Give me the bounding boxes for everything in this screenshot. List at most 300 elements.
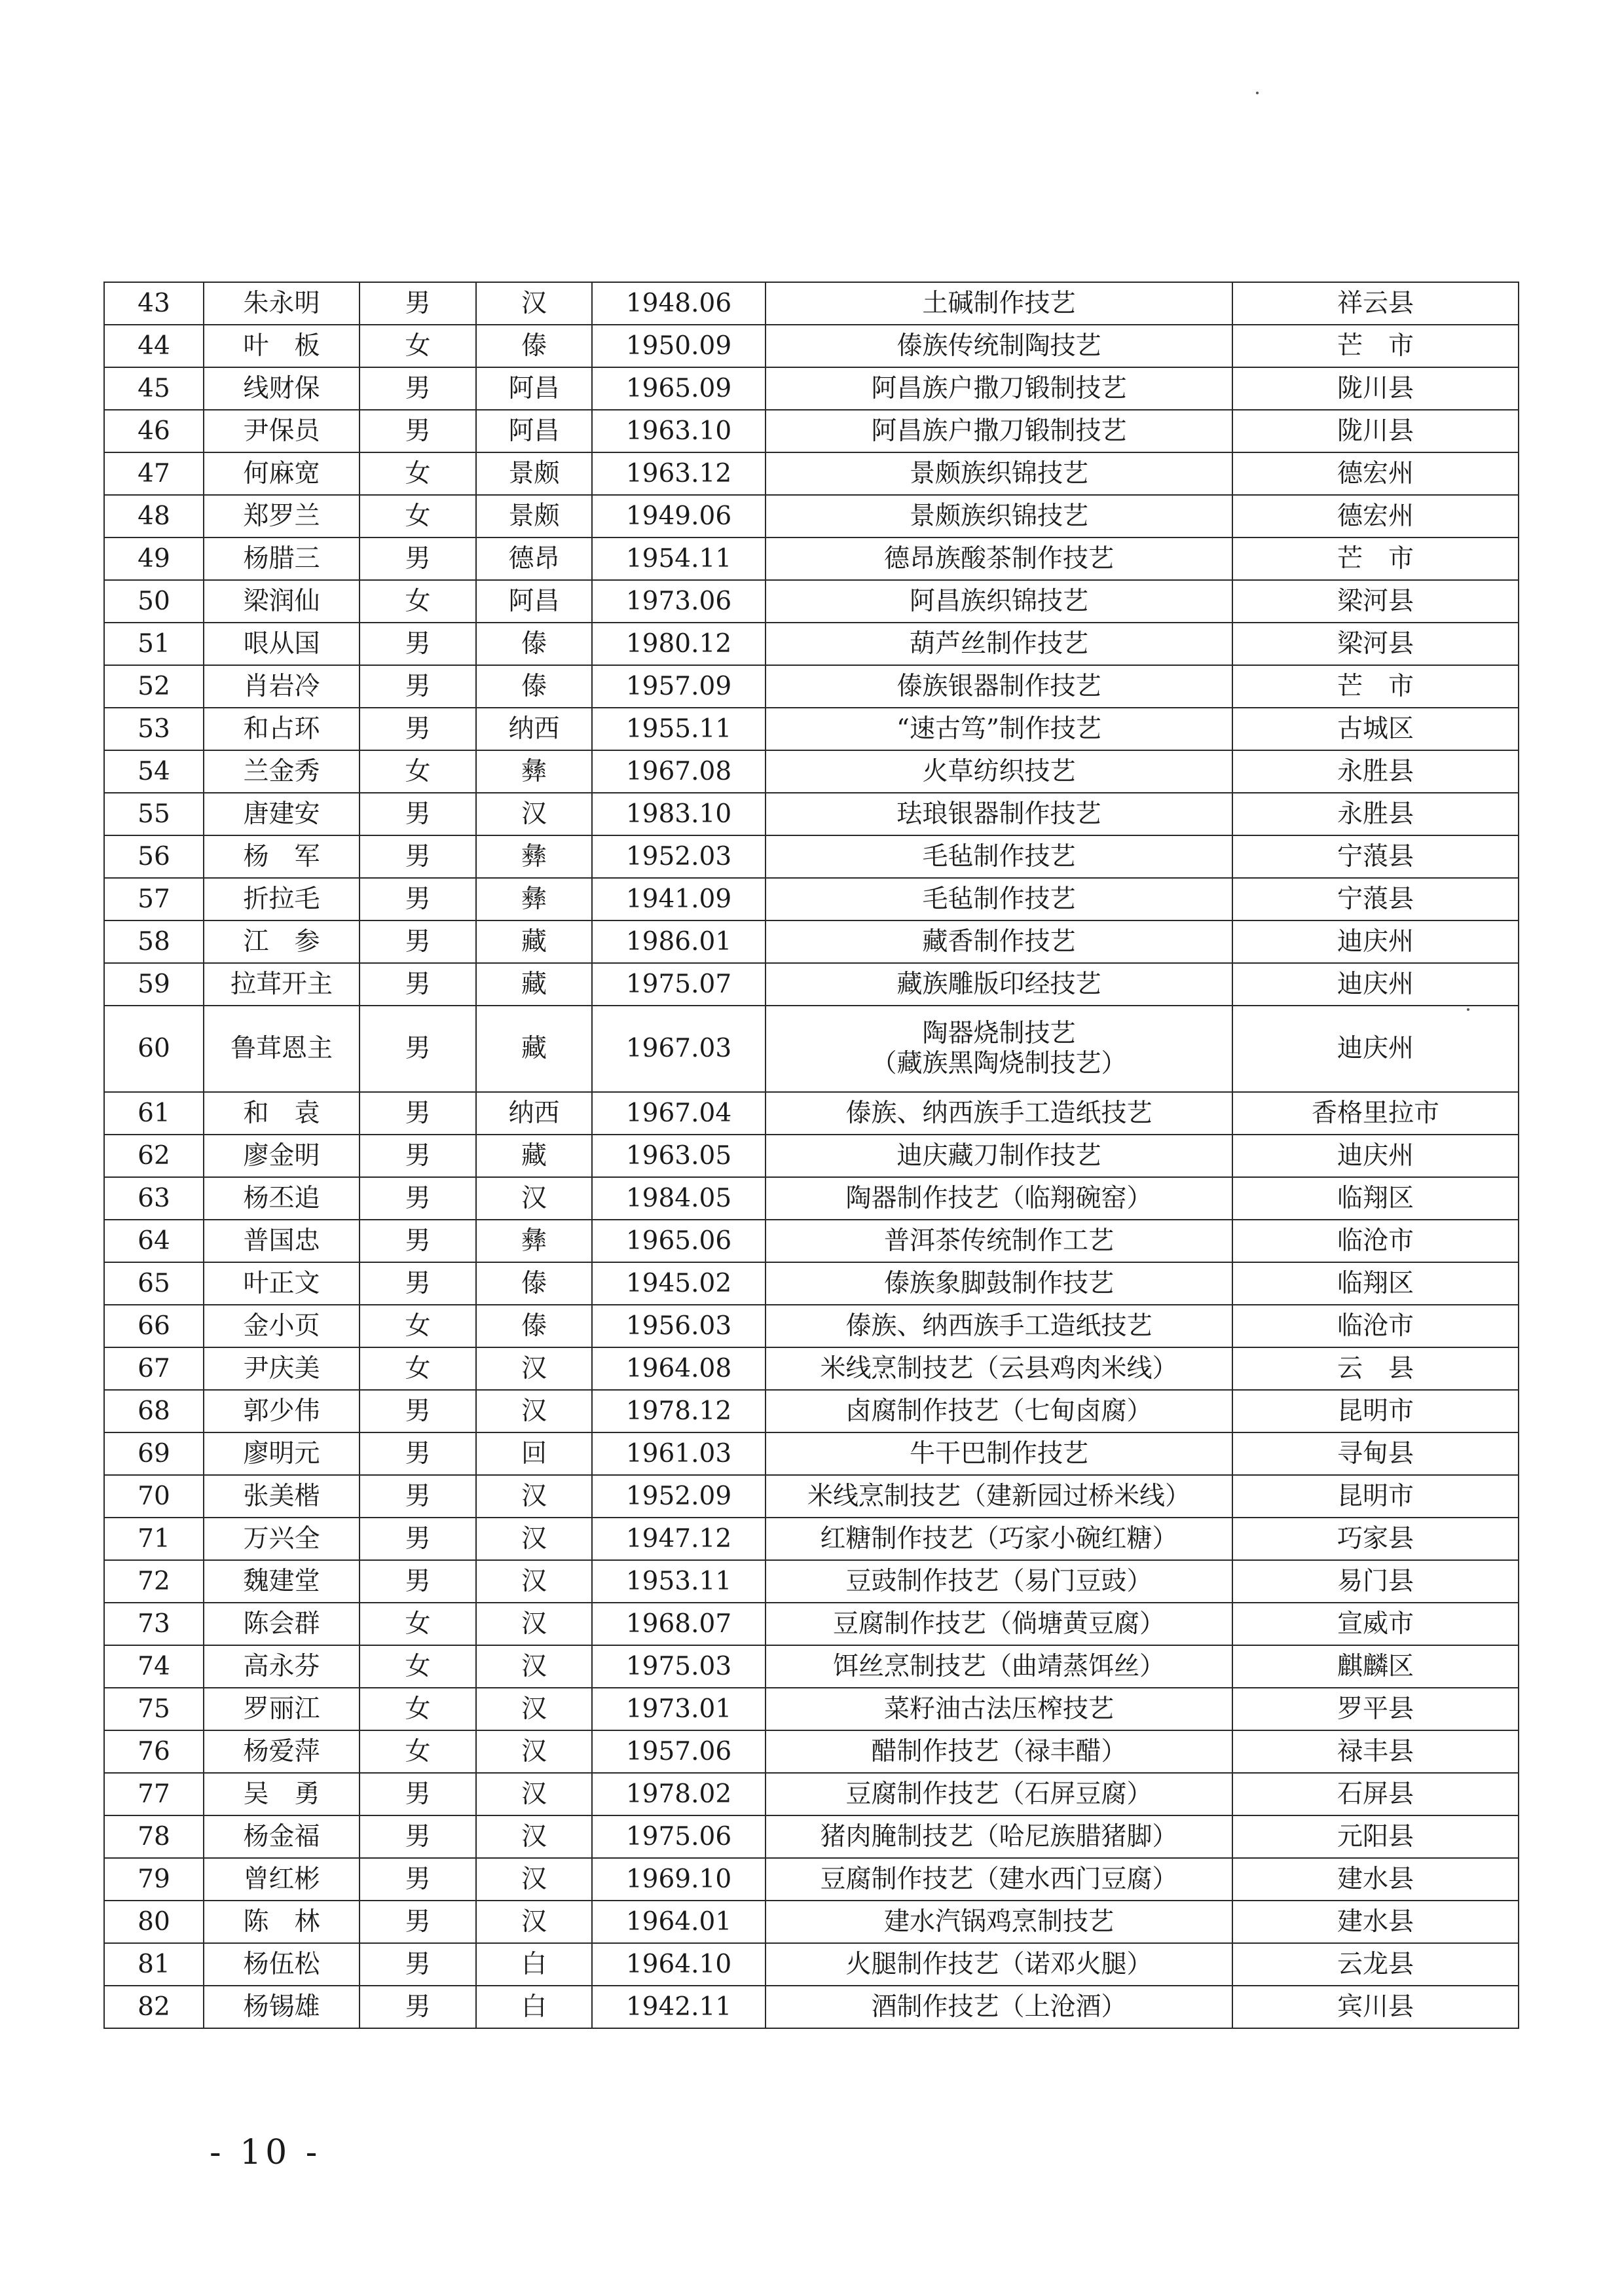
birth-date-cell: 1963.12	[592, 452, 766, 495]
craft-cell	[766, 1390, 1232, 1432]
table-row	[104, 1560, 1519, 1603]
craft-cell	[766, 835, 1232, 878]
craft-line: “速古笃”制作技艺	[896, 714, 1101, 744]
region-cell: 临翔区	[1232, 1262, 1519, 1305]
gender-cell: 男	[360, 1220, 476, 1262]
birth-date-cell: 1984.05	[592, 1177, 766, 1220]
craft-line: 猪肉腌制技艺（哈尼族腊猪脚）	[820, 1821, 1178, 1851]
birth-date-cell: 1942.11	[592, 1986, 766, 2028]
craft-cell	[766, 750, 1232, 793]
region-cell: 芒 市	[1232, 538, 1519, 580]
ethnicity-cell: 汉	[476, 282, 592, 325]
birth-date-cell: 1965.09	[592, 367, 766, 410]
region-cell: 古城区	[1232, 708, 1519, 750]
region-cell: 祥云县	[1232, 282, 1519, 325]
row-number-cell: 70	[104, 1475, 204, 1518]
table-row	[104, 793, 1519, 835]
region-cell: 迪庆州	[1232, 1135, 1519, 1177]
row-number-cell: 74	[104, 1645, 204, 1688]
row-number-cell: 61	[104, 1092, 204, 1135]
craft-cell	[766, 708, 1232, 750]
region-cell: 易门县	[1232, 1560, 1519, 1603]
table-row	[104, 1773, 1519, 1815]
gender-cell: 女	[360, 1347, 476, 1390]
craft-cell	[766, 623, 1232, 665]
gender-cell: 男	[360, 1560, 476, 1603]
ethnicity-cell: 德昂	[476, 538, 592, 580]
craft-line: 傣族银器制作技艺	[896, 671, 1101, 701]
table-row	[104, 1092, 1519, 1135]
name-cell: 廖金明	[204, 1135, 360, 1177]
region-cell: 建水县	[1232, 1858, 1519, 1901]
craft-line: 普洱茶传统制作工艺	[883, 1226, 1114, 1256]
craft-cell	[766, 1773, 1232, 1815]
craft-cell	[766, 1262, 1232, 1305]
birth-date-cell: 1963.05	[592, 1135, 766, 1177]
gender-cell: 男	[360, 367, 476, 410]
craft-line: 豆腐制作技艺（建水西门豆腐）	[820, 1864, 1178, 1894]
region-cell: 德宏州	[1232, 452, 1519, 495]
craft-line: 藏族雕版印经技艺	[896, 969, 1101, 999]
ethnicity-cell: 汉	[476, 1645, 592, 1688]
birth-date-cell: 1954.11	[592, 538, 766, 580]
region-cell: 迪庆州	[1232, 963, 1519, 1006]
craft-line: 土碱制作技艺	[922, 288, 1076, 318]
table-row	[104, 495, 1519, 538]
region-cell: 宣威市	[1232, 1603, 1519, 1645]
table-row	[104, 920, 1519, 963]
table-row	[104, 878, 1519, 920]
craft-cell	[766, 1645, 1232, 1688]
name-cell: 郭少伟	[204, 1390, 360, 1432]
craft-cell	[766, 1986, 1232, 2028]
row-number-cell: 65	[104, 1262, 204, 1305]
gender-cell: 男	[360, 1006, 476, 1092]
craft-cell	[766, 538, 1232, 580]
craft-cell	[766, 495, 1232, 538]
name-cell: 线财保	[204, 367, 360, 410]
table-row	[104, 1943, 1519, 1986]
table-row	[104, 623, 1519, 665]
craft-line: 火草纺织技艺	[922, 756, 1076, 786]
craft-cell	[766, 1603, 1232, 1645]
craft-cell	[766, 1688, 1232, 1730]
row-number-cell: 67	[104, 1347, 204, 1390]
ethnicity-cell: 彝	[476, 878, 592, 920]
table-row	[104, 1815, 1519, 1858]
name-cell: 叶正文	[204, 1262, 360, 1305]
name-cell: 尹庆美	[204, 1347, 360, 1390]
row-number-cell: 45	[104, 367, 204, 410]
row-number-cell: 81	[104, 1943, 204, 1986]
table-row	[104, 1262, 1519, 1305]
birth-date-cell: 1973.01	[592, 1688, 766, 1730]
row-number-cell: 72	[104, 1560, 204, 1603]
ethnicity-cell: 回	[476, 1432, 592, 1475]
gender-cell: 男	[360, 538, 476, 580]
row-number-cell: 64	[104, 1220, 204, 1262]
craft-line: 饵丝烹制技艺（曲靖蒸饵丝）	[832, 1651, 1165, 1681]
name-cell: 杨金福	[204, 1815, 360, 1858]
craft-line: 牛干巴制作技艺	[909, 1438, 1088, 1468]
craft-cell	[766, 452, 1232, 495]
craft-cell	[766, 1432, 1232, 1475]
ethnicity-cell: 彝	[476, 750, 592, 793]
craft-cell	[766, 963, 1232, 1006]
craft-line: 火腿制作技艺（诺邓火腿）	[845, 1949, 1153, 1979]
craft-line: 毛毡制作技艺	[922, 841, 1076, 871]
craft-line: 迪庆藏刀制作技艺	[896, 1140, 1101, 1171]
birth-date-cell: 1947.12	[592, 1518, 766, 1560]
name-cell: 肖岩冷	[204, 665, 360, 708]
row-number-cell: 62	[104, 1135, 204, 1177]
ethnicity-cell: 汉	[476, 1815, 592, 1858]
ethnicity-cell: 傣	[476, 325, 592, 367]
name-cell: 叶 板	[204, 325, 360, 367]
gender-cell: 男	[360, 1390, 476, 1432]
row-number-cell: 77	[104, 1773, 204, 1815]
craft-cell	[766, 665, 1232, 708]
name-cell: 吴 勇	[204, 1773, 360, 1815]
gender-cell: 男	[360, 410, 476, 452]
ethnicity-cell: 汉	[476, 1560, 592, 1603]
ethnicity-cell: 汉	[476, 1518, 592, 1560]
table-row	[104, 1518, 1519, 1560]
craft-line: 豆腐制作技艺（石屏豆腐）	[845, 1779, 1153, 1809]
ethnicity-cell: 纳西	[476, 708, 592, 750]
ethnicity-cell: 汉	[476, 1177, 592, 1220]
region-cell: 迪庆州	[1232, 1006, 1519, 1092]
gender-cell: 男	[360, 1518, 476, 1560]
gender-cell: 男	[360, 1475, 476, 1518]
name-cell: 杨丕追	[204, 1177, 360, 1220]
region-cell: 罗平县	[1232, 1688, 1519, 1730]
table-row	[104, 1986, 1519, 2028]
row-number-cell: 79	[104, 1858, 204, 1901]
gender-cell: 男	[360, 1177, 476, 1220]
gender-cell: 男	[360, 1135, 476, 1177]
region-cell: 德宏州	[1232, 495, 1519, 538]
craft-line: 陶器制作技艺（临翔碗窑）	[845, 1183, 1153, 1213]
region-cell: 宁蒗县	[1232, 878, 1519, 920]
table-row	[104, 750, 1519, 793]
gender-cell: 男	[360, 282, 476, 325]
row-number-cell: 54	[104, 750, 204, 793]
table-row	[104, 1305, 1519, 1347]
ethnicity-cell: 傣	[476, 665, 592, 708]
ethnicity-cell: 纳西	[476, 1092, 592, 1135]
gender-cell: 男	[360, 1901, 476, 1943]
name-cell: 万兴全	[204, 1518, 360, 1560]
region-cell: 临翔区	[1232, 1177, 1519, 1220]
table-row	[104, 1390, 1519, 1432]
craft-cell	[766, 410, 1232, 452]
birth-date-cell: 1941.09	[592, 878, 766, 920]
birth-date-cell: 1950.09	[592, 325, 766, 367]
craft-line: 葫芦丝制作技艺	[909, 629, 1088, 659]
birth-date-cell: 1968.07	[592, 1603, 766, 1645]
name-cell: 杨 军	[204, 835, 360, 878]
table-row	[104, 1347, 1519, 1390]
craft-line: 阿昌族织锦技艺	[909, 586, 1088, 616]
ethnicity-cell: 藏	[476, 963, 592, 1006]
row-number-cell: 58	[104, 920, 204, 963]
gender-cell: 男	[360, 1092, 476, 1135]
region-cell: 石屏县	[1232, 1773, 1519, 1815]
craft-line: 藏香制作技艺	[922, 926, 1076, 957]
name-cell: 唐建安	[204, 793, 360, 835]
birth-date-cell: 1975.03	[592, 1645, 766, 1688]
craft-line: 豆豉制作技艺（易门豆豉）	[845, 1566, 1153, 1596]
name-cell: 和占环	[204, 708, 360, 750]
birth-date-cell: 1948.06	[592, 282, 766, 325]
craft-line: 德昂族酸茶制作技艺	[883, 543, 1114, 574]
region-cell: 陇川县	[1232, 410, 1519, 452]
birth-date-cell: 1953.11	[592, 1560, 766, 1603]
craft-line: 豆腐制作技艺（倘塘黄豆腐）	[832, 1609, 1165, 1639]
gender-cell: 男	[360, 1432, 476, 1475]
craft-cell	[766, 1858, 1232, 1901]
name-cell: 兰金秀	[204, 750, 360, 793]
birth-date-cell: 1964.01	[592, 1901, 766, 1943]
gender-cell: 女	[360, 1305, 476, 1347]
row-number-cell: 53	[104, 708, 204, 750]
row-number-cell: 63	[104, 1177, 204, 1220]
region-cell: 临沧市	[1232, 1220, 1519, 1262]
region-cell: 巧家县	[1232, 1518, 1519, 1560]
ethnicity-cell: 景颇	[476, 495, 592, 538]
gender-cell: 男	[360, 708, 476, 750]
ethnicity-cell: 阿昌	[476, 367, 592, 410]
craft-cell	[766, 367, 1232, 410]
name-cell: 梁润仙	[204, 580, 360, 623]
table-row	[104, 282, 1519, 325]
table-row	[104, 1858, 1519, 1901]
row-number-cell: 80	[104, 1901, 204, 1943]
birth-date-cell: 1967.03	[592, 1006, 766, 1092]
ethnicity-cell: 白	[476, 1986, 592, 2028]
craft-cell	[766, 1730, 1232, 1773]
craft-cell	[766, 1305, 1232, 1347]
ethnicity-cell: 藏	[476, 920, 592, 963]
birth-date-cell: 1983.10	[592, 793, 766, 835]
name-cell: 郑罗兰	[204, 495, 360, 538]
region-cell: 寻甸县	[1232, 1432, 1519, 1475]
gender-cell: 女	[360, 1603, 476, 1645]
gender-cell: 男	[360, 878, 476, 920]
row-number-cell: 82	[104, 1986, 204, 2028]
craft-cell	[766, 1815, 1232, 1858]
craft-line: 景颇族织锦技艺	[909, 458, 1088, 488]
ethnicity-cell: 傣	[476, 1262, 592, 1305]
craft-cell	[766, 1347, 1232, 1390]
name-cell: 拉茸开主	[204, 963, 360, 1006]
row-number-cell: 68	[104, 1390, 204, 1432]
birth-date-cell: 1967.04	[592, 1092, 766, 1135]
name-cell: 鲁茸恩主	[204, 1006, 360, 1092]
gender-cell: 男	[360, 963, 476, 1006]
table-row	[104, 452, 1519, 495]
table-row	[104, 1006, 1519, 1092]
gender-cell: 男	[360, 835, 476, 878]
table-body	[104, 282, 1519, 2028]
table-row	[104, 325, 1519, 367]
row-number-cell: 60	[104, 1006, 204, 1092]
name-cell: 江 参	[204, 920, 360, 963]
scan-speck	[1256, 92, 1259, 94]
row-number-cell: 76	[104, 1730, 204, 1773]
gender-cell: 男	[360, 1986, 476, 2028]
craft-line: 傣族、纳西族手工造纸技艺	[845, 1098, 1153, 1128]
name-cell: 折拉毛	[204, 878, 360, 920]
name-cell: 高永芬	[204, 1645, 360, 1688]
craft-cell	[766, 1135, 1232, 1177]
ethnicity-cell: 汉	[476, 1901, 592, 1943]
craft-line: 米线烹制技艺（建新园过桥米线）	[807, 1481, 1190, 1511]
row-number-cell: 50	[104, 580, 204, 623]
gender-cell: 女	[360, 1730, 476, 1773]
craft-cell	[766, 1092, 1232, 1135]
name-cell: 廖明元	[204, 1432, 360, 1475]
craft-line: 傣族、纳西族手工造纸技艺	[845, 1311, 1153, 1341]
table-row	[104, 1220, 1519, 1262]
row-number-cell: 78	[104, 1815, 204, 1858]
inheritor-table	[103, 282, 1519, 2029]
gender-cell: 男	[360, 1858, 476, 1901]
table-row	[104, 1135, 1519, 1177]
craft-cell	[766, 1560, 1232, 1603]
gender-cell: 男	[360, 1815, 476, 1858]
row-number-cell: 56	[104, 835, 204, 878]
row-number-cell: 73	[104, 1603, 204, 1645]
birth-date-cell: 1975.07	[592, 963, 766, 1006]
name-cell: 尹保员	[204, 410, 360, 452]
name-cell: 陈 林	[204, 1901, 360, 1943]
craft-cell	[766, 878, 1232, 920]
ethnicity-cell: 藏	[476, 1135, 592, 1177]
row-number-cell: 59	[104, 963, 204, 1006]
birth-date-cell: 1978.02	[592, 1773, 766, 1815]
gender-cell: 女	[360, 1645, 476, 1688]
gender-cell: 女	[360, 495, 476, 538]
region-cell: 梁河县	[1232, 580, 1519, 623]
name-cell: 杨爱萍	[204, 1730, 360, 1773]
name-cell: 罗丽江	[204, 1688, 360, 1730]
row-number-cell: 75	[104, 1688, 204, 1730]
craft-cell	[766, 793, 1232, 835]
craft-line: 傣族象脚鼓制作技艺	[883, 1268, 1114, 1298]
craft-line: 阿昌族户撒刀锻制技艺	[871, 373, 1127, 403]
birth-date-cell: 1952.09	[592, 1475, 766, 1518]
row-number-cell: 66	[104, 1305, 204, 1347]
row-number-cell: 43	[104, 282, 204, 325]
region-cell: 建水县	[1232, 1901, 1519, 1943]
table-row	[104, 1603, 1519, 1645]
craft-line: 红糖制作技艺（巧家小碗红糖）	[820, 1523, 1178, 1554]
ethnicity-cell: 汉	[476, 1390, 592, 1432]
birth-date-cell: 1952.03	[592, 835, 766, 878]
name-cell: 普国忠	[204, 1220, 360, 1262]
craft-cell	[766, 1518, 1232, 1560]
gender-cell: 女	[360, 452, 476, 495]
ethnicity-cell: 彝	[476, 1220, 592, 1262]
craft-line: 米线烹制技艺（云县鸡肉米线）	[820, 1353, 1178, 1383]
row-number-cell: 52	[104, 665, 204, 708]
ethnicity-cell: 白	[476, 1943, 592, 1986]
region-cell: 宁蒗县	[1232, 835, 1519, 878]
craft-cell	[766, 1901, 1232, 1943]
region-cell: 梁河县	[1232, 623, 1519, 665]
craft-cell	[766, 1475, 1232, 1518]
birth-date-cell: 1986.01	[592, 920, 766, 963]
region-cell: 永胜县	[1232, 750, 1519, 793]
gender-cell: 男	[360, 1943, 476, 1986]
gender-cell: 男	[360, 1773, 476, 1815]
gender-cell: 男	[360, 920, 476, 963]
table-row	[104, 1901, 1519, 1943]
birth-date-cell: 1969.10	[592, 1858, 766, 1901]
row-number-cell: 69	[104, 1432, 204, 1475]
table-row	[104, 708, 1519, 750]
region-cell: 香格里拉市	[1232, 1092, 1519, 1135]
ethnicity-cell: 汉	[476, 1773, 592, 1815]
table-row	[104, 1177, 1519, 1220]
birth-date-cell: 1963.10	[592, 410, 766, 452]
row-number-cell: 51	[104, 623, 204, 665]
region-cell: 昆明市	[1232, 1390, 1519, 1432]
name-cell: 哏从国	[204, 623, 360, 665]
ethnicity-cell: 傣	[476, 623, 592, 665]
table-row	[104, 963, 1519, 1006]
row-number-cell: 46	[104, 410, 204, 452]
birth-date-cell: 1964.10	[592, 1943, 766, 1986]
birth-date-cell: 1957.06	[592, 1730, 766, 1773]
craft-line: 醋制作技艺（禄丰醋）	[871, 1736, 1127, 1766]
craft-cell	[766, 1943, 1232, 1986]
table-row	[104, 1688, 1519, 1730]
ethnicity-cell: 傣	[476, 1305, 592, 1347]
gender-cell: 男	[360, 1262, 476, 1305]
birth-date-cell: 1975.06	[592, 1815, 766, 1858]
region-cell: 昆明市	[1232, 1475, 1519, 1518]
birth-date-cell: 1945.02	[592, 1262, 766, 1305]
craft-line: 酒制作技艺（上沧酒）	[871, 1992, 1127, 2022]
row-number-cell: 47	[104, 452, 204, 495]
gender-cell: 男	[360, 665, 476, 708]
birth-date-cell: 1957.09	[592, 665, 766, 708]
name-cell: 杨伍松	[204, 1943, 360, 1986]
table-row	[104, 1730, 1519, 1773]
region-cell: 麒麟区	[1232, 1645, 1519, 1688]
craft-line: 阿昌族户撒刀锻制技艺	[871, 416, 1127, 446]
birth-date-cell: 1965.06	[592, 1220, 766, 1262]
region-cell: 迪庆州	[1232, 920, 1519, 963]
birth-date-cell: 1973.06	[592, 580, 766, 623]
gender-cell: 女	[360, 750, 476, 793]
gender-cell: 女	[360, 325, 476, 367]
region-cell: 云 县	[1232, 1347, 1519, 1390]
birth-date-cell: 1956.03	[592, 1305, 766, 1347]
region-cell: 陇川县	[1232, 367, 1519, 410]
craft-cell	[766, 580, 1232, 623]
name-cell: 魏建堂	[204, 1560, 360, 1603]
craft-line: 景颇族织锦技艺	[909, 501, 1088, 531]
craft-cell	[766, 325, 1232, 367]
table-row	[104, 1432, 1519, 1475]
region-cell: 云龙县	[1232, 1943, 1519, 1986]
name-cell: 陈会群	[204, 1603, 360, 1645]
table-row	[104, 538, 1519, 580]
